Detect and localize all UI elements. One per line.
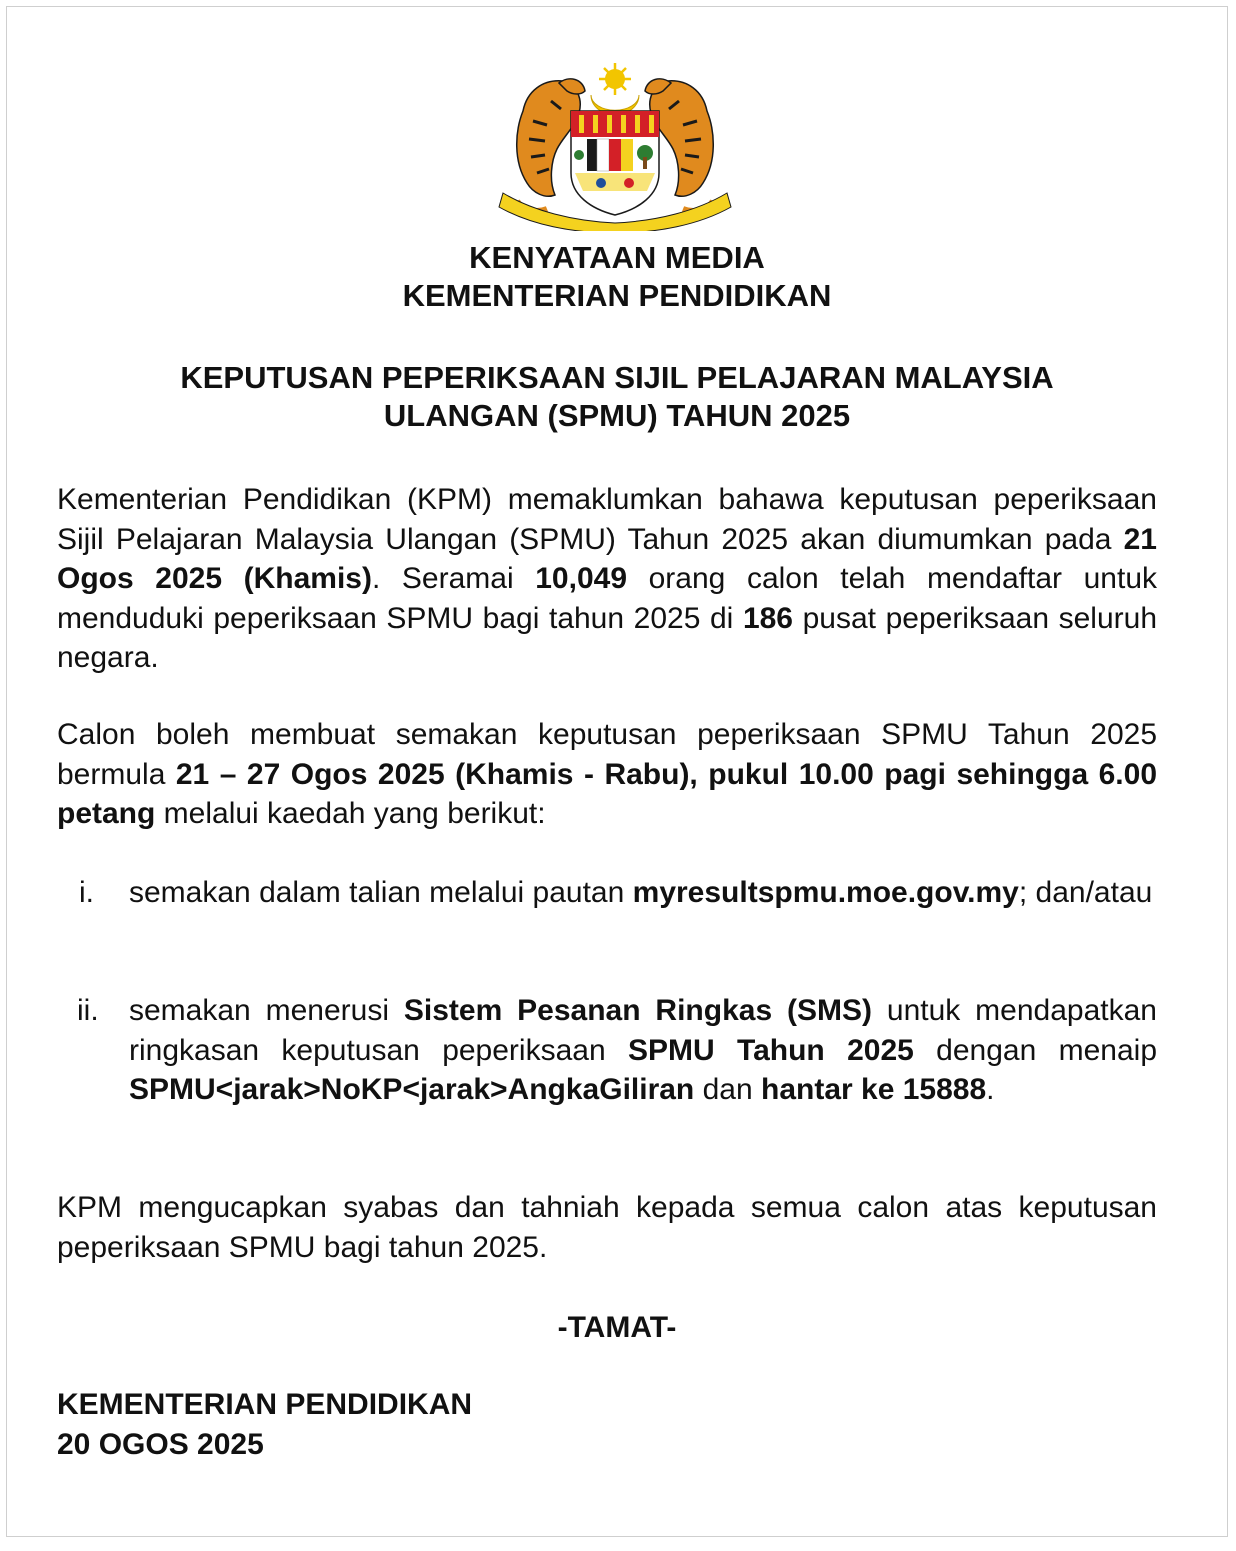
text-run: Kementerian Pendidikan (KPM) memaklumkan bahawa keputusan peperiksaan Sijil Pelajaran Malaysia Ulangan (SPMU) Tahun 2025 akan diumumkan pada bbox=[57, 483, 1157, 556]
text-run: dan bbox=[694, 1073, 761, 1106]
text-run: untuk mendapatkan ringkasan keputusan peperiksaan bbox=[129, 994, 1157, 1067]
title-line-2: ULANGAN (SPMU) TAHUN 2025 bbox=[383, 398, 851, 433]
text-run: semakan menerusi bbox=[129, 994, 404, 1027]
text-run: . Seramai bbox=[371, 562, 536, 595]
title-line-1: KEPUTUSAN PEPERIKSAAN SIJIL PELAJARAN MALAYSIA bbox=[180, 360, 1054, 395]
text-run: . bbox=[986, 1073, 995, 1106]
list-item-text bbox=[129, 991, 1157, 1110]
sms-number: hantar ke 15888 bbox=[761, 1073, 987, 1106]
text-run: Calon boleh membuat semakan keputusan peperiksaan SPMU Tahun 2025 bermula bbox=[57, 718, 1157, 791]
check-period: 21 – 27 Ogos 2025 (Khamis - Rabu), pukul 10.00 pagi sehingga 6.00 petang bbox=[57, 757, 1158, 830]
results-url-link[interactable]: myresultspmu.moe.gov.my bbox=[632, 876, 1019, 909]
text-run: orang calon telah mendaftar untuk menduduki peperiksaan SPMU bagi tahun 2025 di bbox=[57, 562, 1158, 635]
signature-date: 20 OGOS 2025 bbox=[57, 1428, 264, 1461]
media-statement-page bbox=[6, 6, 1228, 1537]
statement-header bbox=[7, 239, 1227, 315]
paragraph-congratulations: KPM mengucapkan syabas dan tahniah kepada semua calon atas keputusan peperiksaan SPMU bagi tahun 2025. bbox=[57, 1191, 1157, 1264]
list-item-text bbox=[129, 873, 1157, 913]
list-marker: i. bbox=[79, 876, 94, 909]
sms-format: SPMU<jarak>NoKP<jarak>AngkaGiliran bbox=[129, 1073, 695, 1106]
statement-title bbox=[7, 359, 1227, 435]
sms-system-name: Sistem Pesanan Ringkas (SMS) bbox=[403, 994, 873, 1027]
malaysia-coat-of-arms-icon bbox=[493, 61, 737, 231]
issuing-ministry: KEMENTERIAN PENDIDIKAN bbox=[402, 278, 832, 313]
list-marker: ii. bbox=[77, 994, 99, 1027]
text-run: semakan dalam talian melalui pautan bbox=[129, 876, 633, 909]
candidate-count: 10,049 bbox=[535, 562, 628, 595]
paragraph-check-period bbox=[57, 715, 1157, 834]
paragraph-announcement bbox=[57, 480, 1157, 678]
text-run: pusat peperiksaan seluruh negara. bbox=[57, 601, 1158, 674]
text-run: dengan menaip bbox=[913, 1033, 1157, 1067]
signature-ministry: KEMENTERIAN PENDIDIKAN bbox=[57, 1388, 473, 1421]
exam-centre-count: 186 bbox=[742, 601, 793, 635]
text-run: ; dan/atau bbox=[1018, 876, 1153, 909]
exam-name: SPMU Tahun 2025 bbox=[627, 1033, 914, 1067]
end-mark: -TAMAT- bbox=[557, 1311, 677, 1344]
statement-type: KENYATAAN MEDIA bbox=[469, 240, 765, 275]
signature-block bbox=[57, 1385, 472, 1465]
text-run: melalui kaedah yang berikut: bbox=[155, 797, 546, 830]
announcement-date: 21 Ogos 2025 (Khamis) bbox=[57, 522, 1157, 595]
